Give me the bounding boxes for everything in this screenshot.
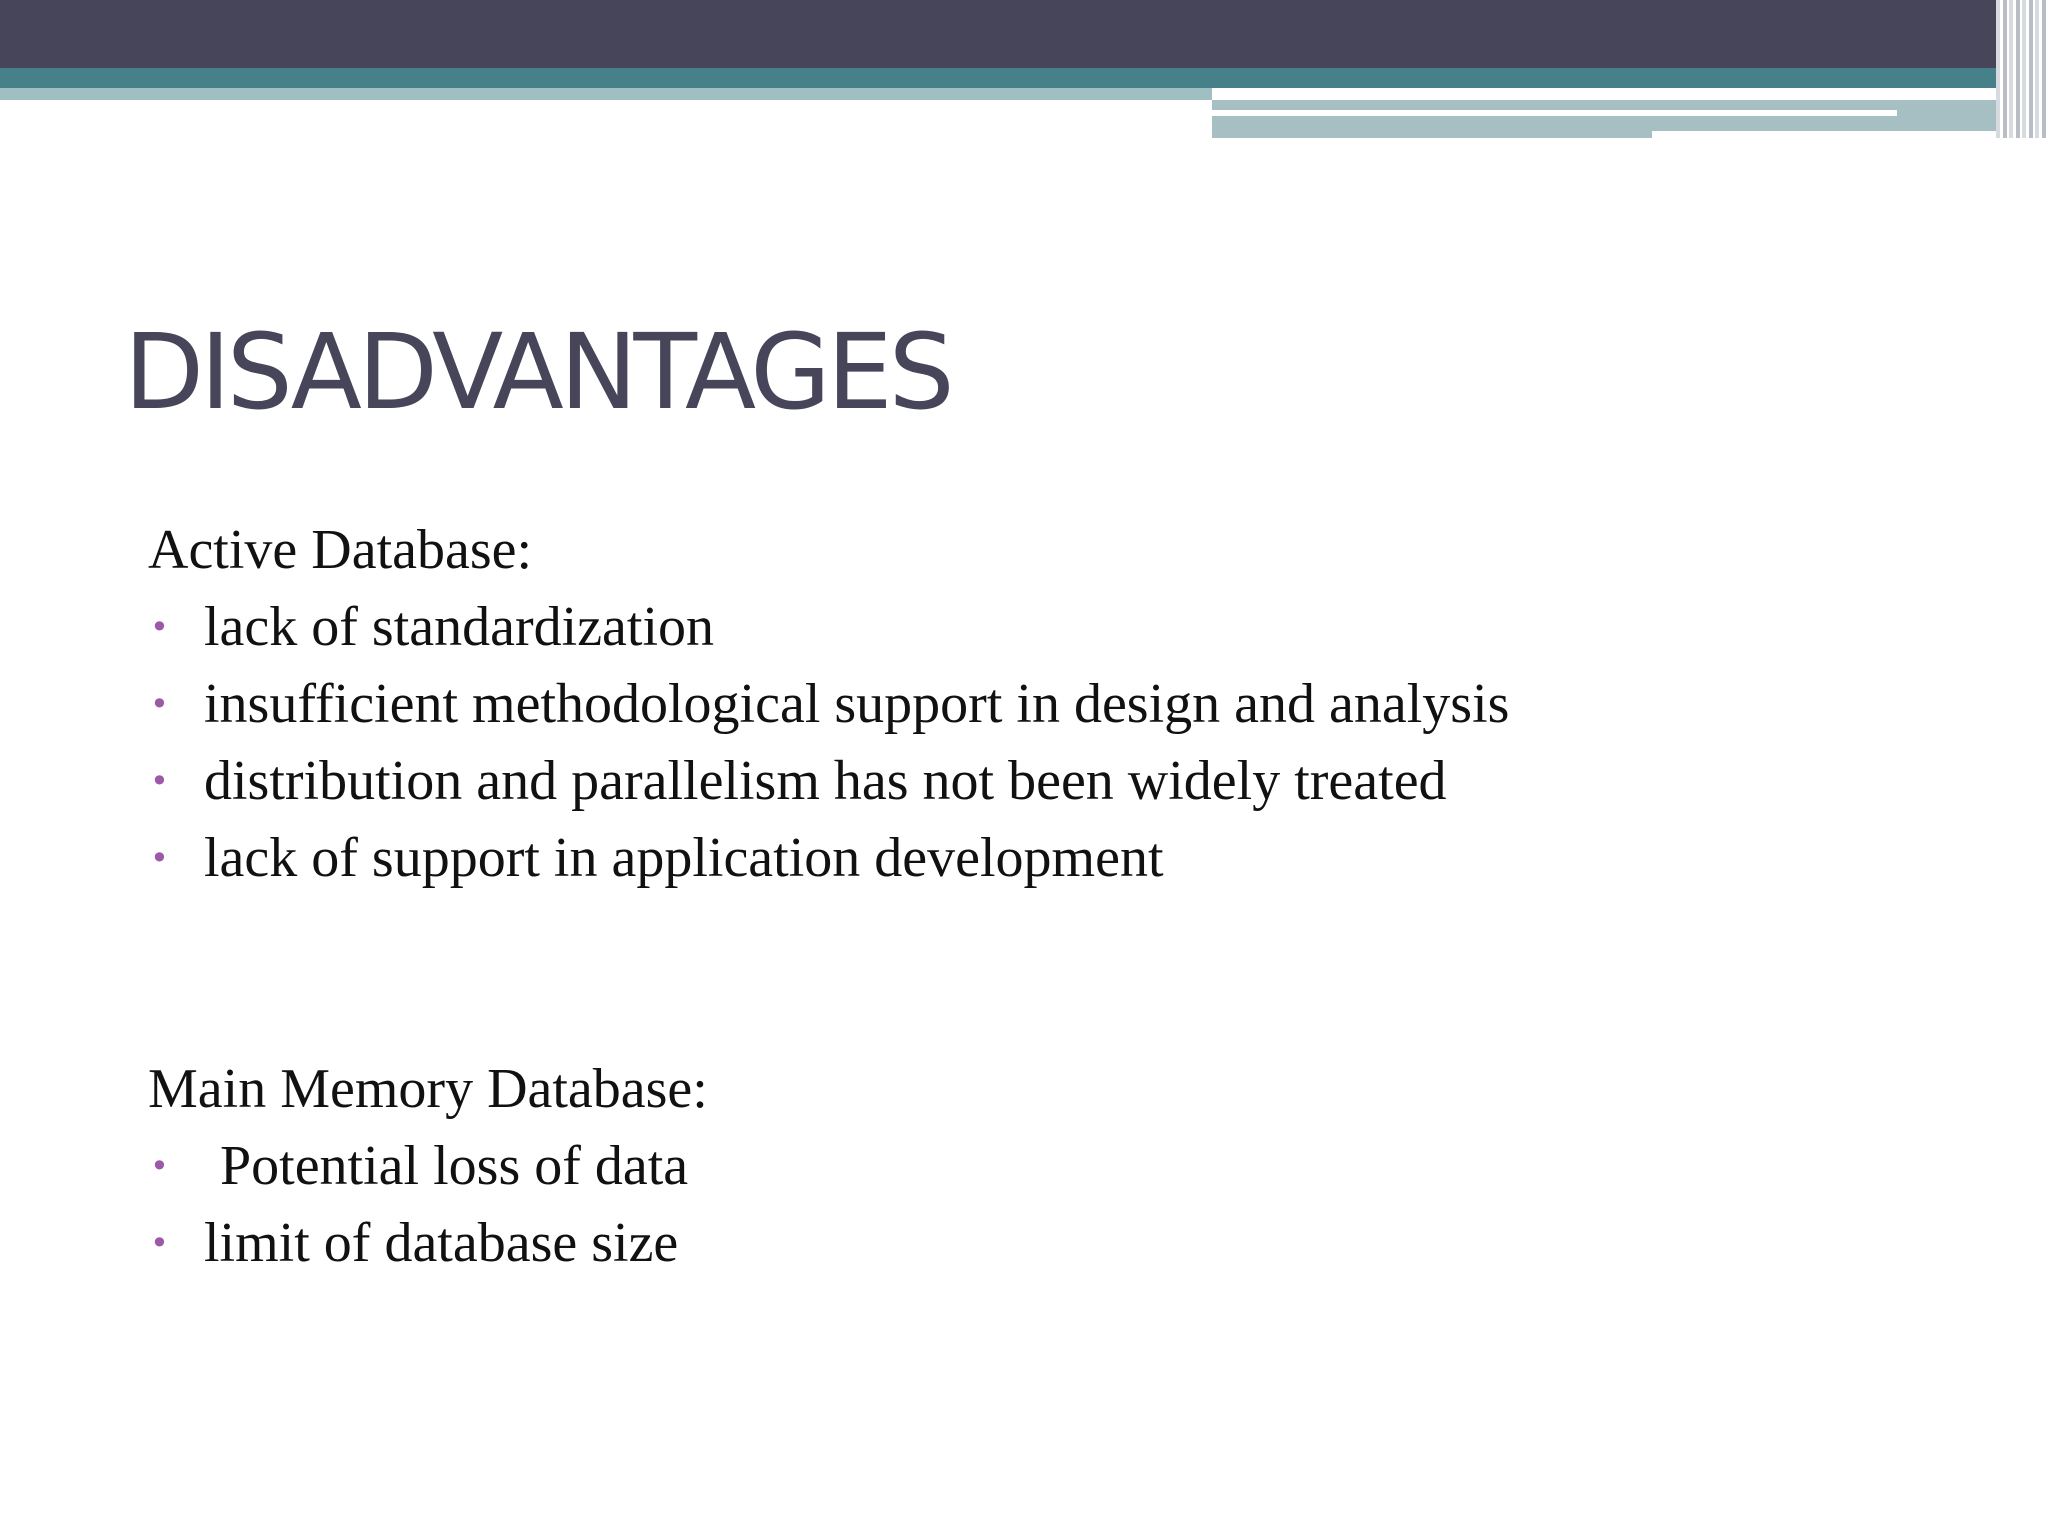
bullet-icon: • (150, 608, 169, 646)
slide-content (148, 512, 1948, 1282)
list-item (148, 743, 1948, 820)
bullet-icon: • (150, 1224, 169, 1262)
list-item (148, 666, 1948, 743)
list-item (148, 1128, 1948, 1205)
banner-accent-line (1212, 110, 1897, 116)
list-item (148, 1205, 1948, 1282)
section-spacer (148, 897, 1948, 1051)
bullet-icon: • (150, 839, 169, 877)
list-item-text: distribution and parallelism has not been widely treated (204, 750, 1447, 812)
list-item-text: lack of support in application development (204, 827, 1164, 889)
section-heading-active-database: Active Database: (148, 519, 533, 581)
bullet-list-main-memory-database (148, 1128, 1948, 1282)
banner-accent-line (1652, 131, 2012, 138)
list-item-text: Potential loss of data (220, 1135, 689, 1197)
bullet-icon: • (150, 762, 169, 800)
list-item-text: lack of standardization (204, 596, 715, 658)
bullet-list-active-database (148, 589, 1948, 897)
banner-teal-band (0, 68, 2048, 88)
banner-light-band-left (0, 88, 1212, 100)
slide-title: DISADVANTAGES (124, 311, 951, 433)
bullet-icon: • (150, 685, 169, 723)
bullet-icon: • (150, 1147, 169, 1185)
banner-dark-band (0, 0, 2048, 68)
list-item (148, 820, 1948, 897)
list-item-text: insufficient methodological support in design and analysis (204, 673, 1510, 735)
list-item-text: limit of database size (204, 1212, 679, 1274)
list-item (148, 589, 1948, 666)
banner-edge-stripes (1996, 0, 2048, 138)
section-heading-main-memory-database: Main Memory Database: (148, 1058, 708, 1120)
